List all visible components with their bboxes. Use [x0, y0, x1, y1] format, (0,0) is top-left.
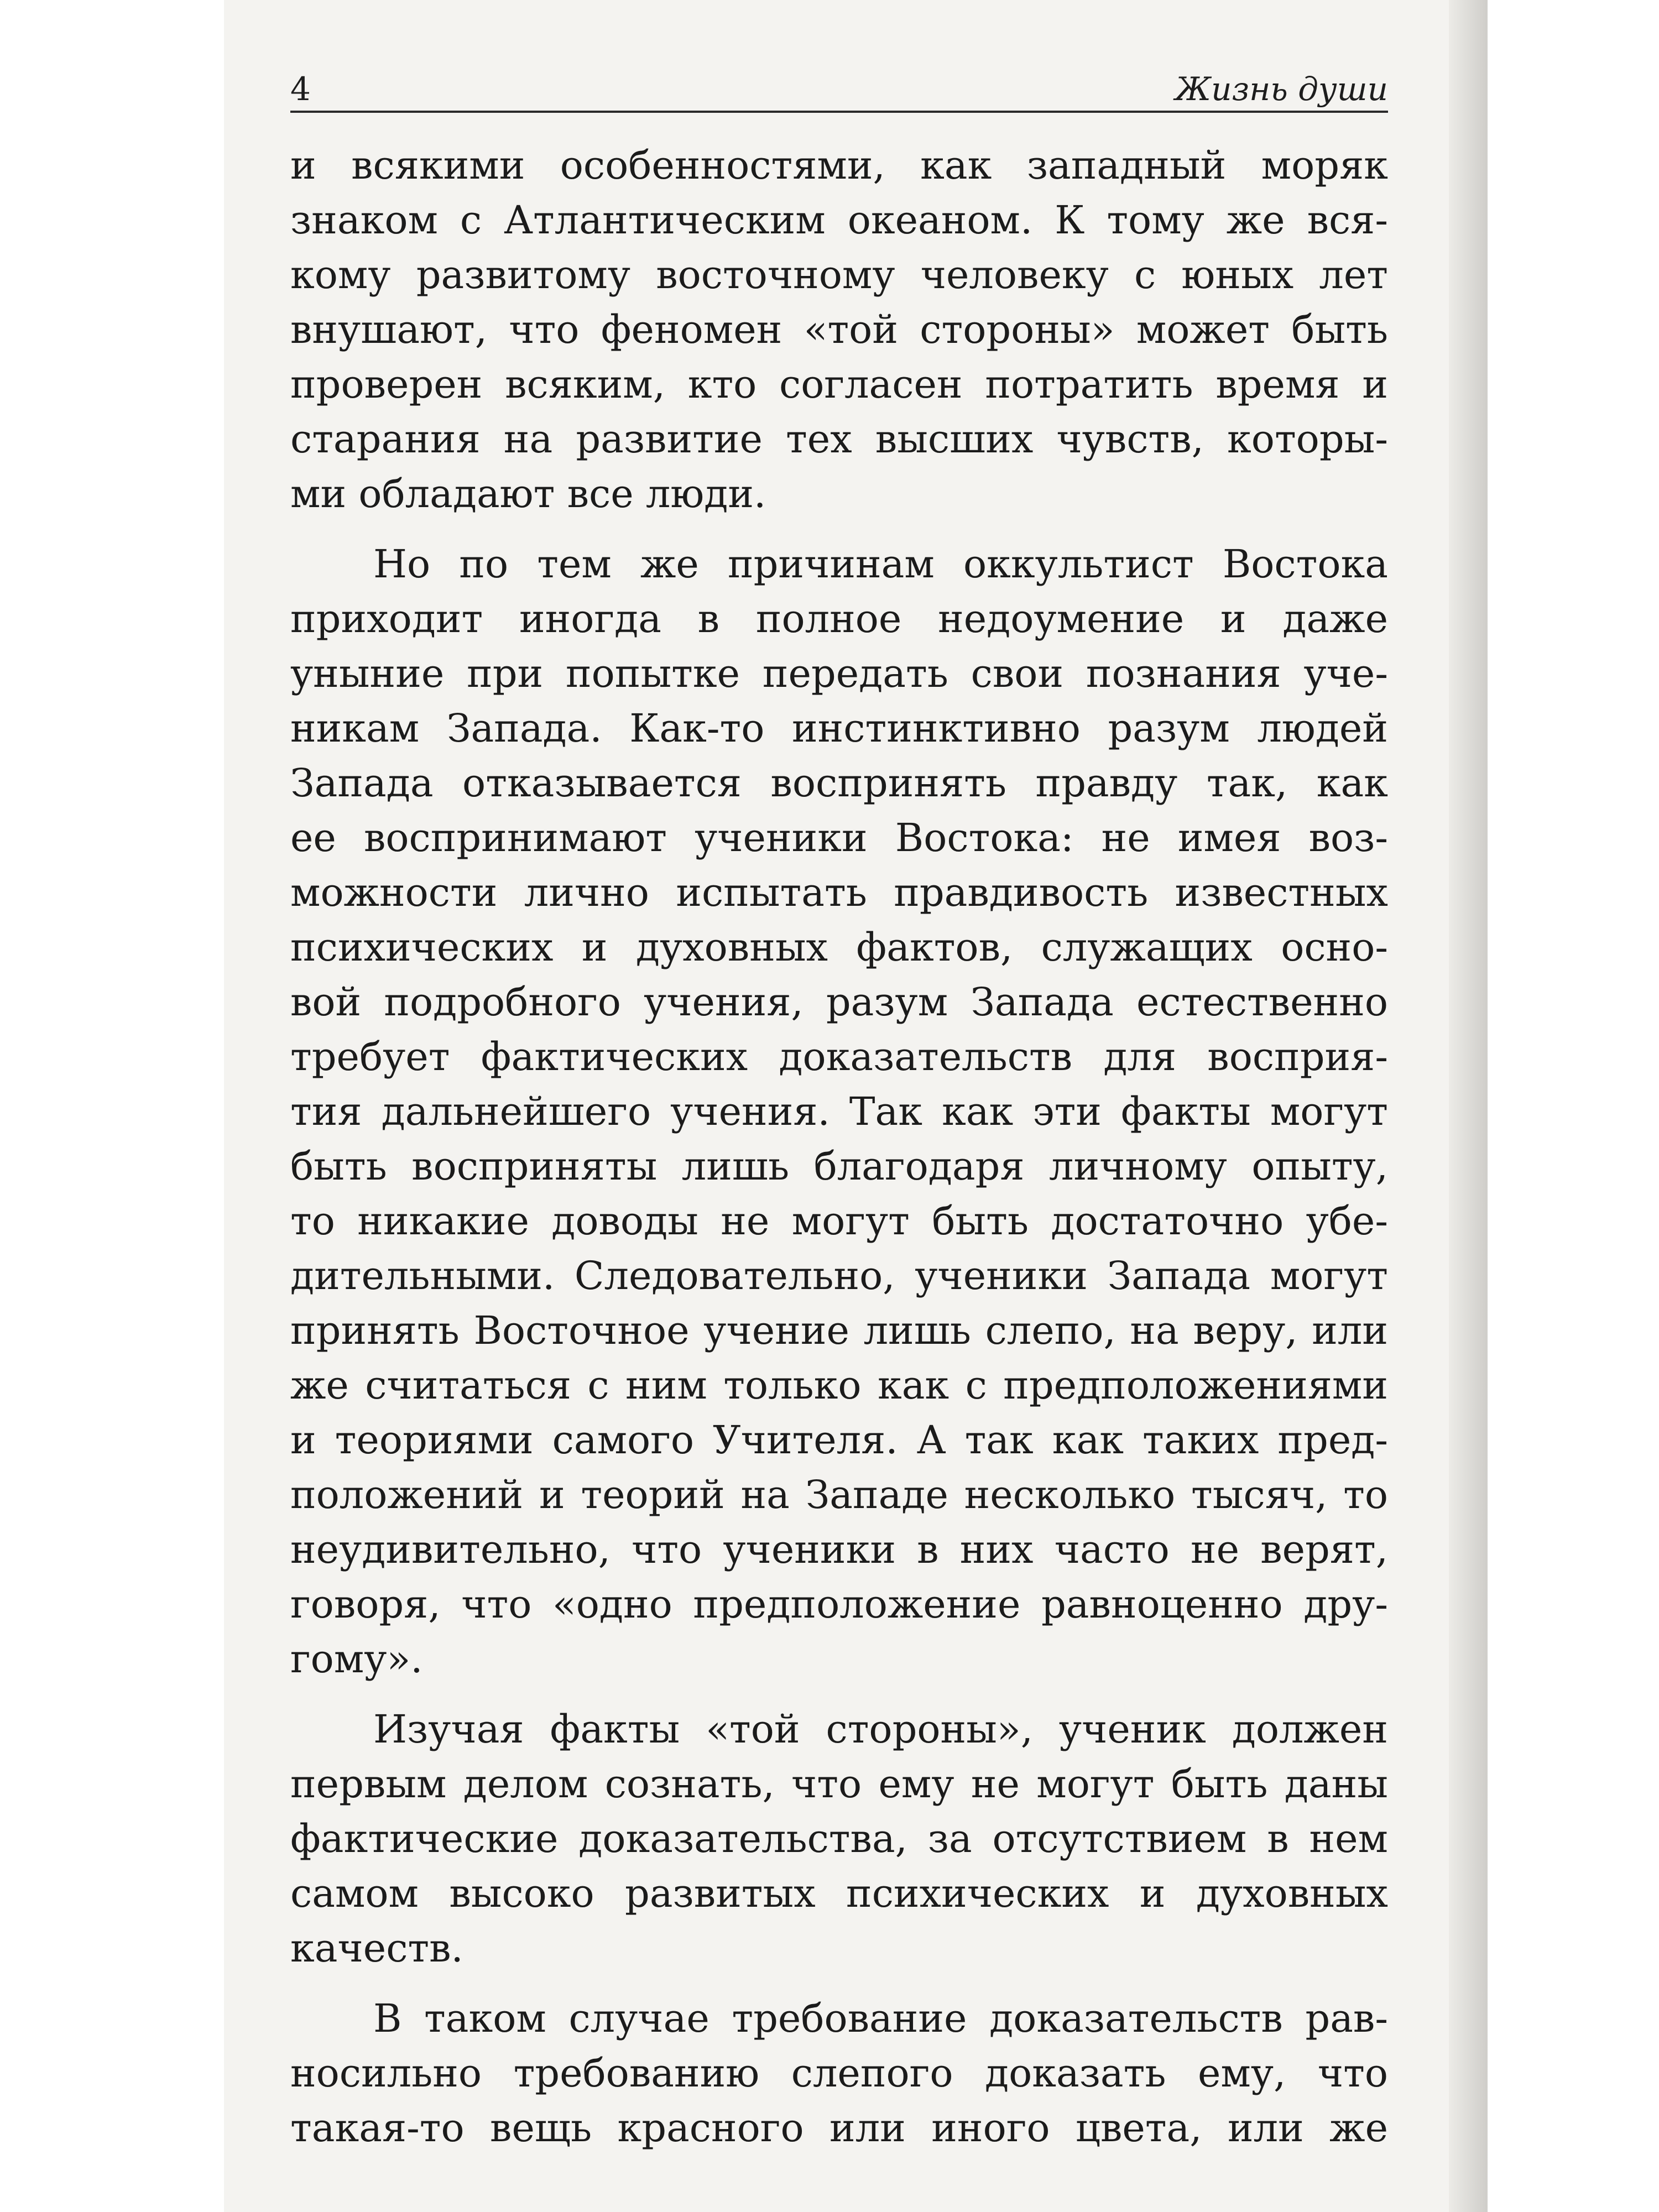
text-line: такая-то вещь красного или иного цвета, или же	[290, 2105, 1388, 2151]
text-line: гому».	[290, 1636, 423, 1682]
text-line: знаком с Атлантическим океаном. К тому же вся-	[290, 197, 1388, 243]
text-line: внушают, что феномен «той стороны» может быть	[290, 307, 1388, 352]
text-line: Изучая факты «той стороны», ученик должен	[373, 1707, 1388, 1752]
text-line: ми обладают все люди.	[290, 471, 766, 517]
text-line: качеств.	[290, 1926, 463, 1971]
text-line: дительными. Следовательно, ученики Запада могут	[290, 1253, 1388, 1298]
text-line: кому развитому восточному человеку с юных лет	[290, 252, 1388, 298]
text-line: неудивительно, что ученики в них часто не верят,	[290, 1527, 1388, 1572]
scan-margin-right	[1488, 0, 1659, 2212]
text-line: приходит иногда в полное недоумение и даже	[290, 596, 1388, 641]
text-line: положений и теорий на Западе несколько тысяч, то	[290, 1472, 1388, 1517]
paragraph-gap	[290, 521, 1388, 537]
running-header	[290, 50, 1388, 113]
body-text	[290, 138, 1388, 2156]
text-line: тия дальнейшего учения. Так как эти факты могут	[290, 1089, 1388, 1134]
text-line: вой подробного учения, разум Запада естественно	[290, 979, 1388, 1025]
text-line: никам Запада. Как-то инстинктивно разум людей	[290, 706, 1388, 751]
text-line: быть восприняты лишь благодаря личному опыту,	[290, 1144, 1388, 1189]
text-line: принять Восточное учение лишь слепо, на веру, или	[290, 1308, 1388, 1353]
text-line: же считаться с ним только как с предположениями	[290, 1363, 1388, 1408]
text-line: говоря, что «одно предположение равноценно дру-	[290, 1582, 1388, 1627]
paragraph	[290, 138, 1388, 521]
text-line: самом высоко развитых психических и духовных	[290, 1871, 1388, 1916]
text-line: В таком случае требование доказательств рав-	[373, 1996, 1388, 2041]
text-line: первым делом сознать, что ему не могут быть даны	[290, 1761, 1388, 1807]
text-line: фактические доказательства, за отсутствием в нем	[290, 1816, 1388, 1861]
text-line: и теориями самого Учителя. А так как таких пред-	[290, 1417, 1388, 1463]
text-line: старания на развитие тех высших чувств, которы-	[290, 416, 1388, 462]
text-line: уныние при попытке передать свои познания уче-	[290, 651, 1388, 696]
text-line: Запада отказывается воспринять правду так, как	[290, 760, 1388, 806]
scan-margin-left	[0, 0, 224, 2212]
paragraph	[290, 1991, 1388, 2156]
paragraph	[290, 537, 1388, 1687]
text-line: психических и духовных фактов, служащих осно-	[290, 925, 1388, 970]
text-line: ее воспринимают ученики Востока: не имея воз-	[290, 815, 1388, 860]
text-line: требует фактических доказательств для восприя-	[290, 1034, 1388, 1079]
text-line: проверен всяким, кто согласен потратить время и	[290, 362, 1388, 407]
paragraph-gap	[290, 1687, 1388, 1702]
page-edge-shadow	[1449, 0, 1488, 2212]
text-line: можности лично испытать правдивость известных	[290, 870, 1388, 915]
text-line: носильно требованию слепого доказать ему, что	[290, 2051, 1388, 2096]
text-line: и всякими особенностями, как западный моряк	[290, 143, 1388, 188]
text-line: Но по тем же причинам оккультист Востока	[373, 541, 1388, 587]
paragraph	[290, 1702, 1388, 1976]
text-line: то никакие доводы не могут быть достаточно убе-	[290, 1198, 1388, 1244]
page-number: 4	[290, 70, 311, 108]
paragraph-gap	[290, 1976, 1388, 1991]
running-title: Жизнь души	[1175, 70, 1388, 108]
